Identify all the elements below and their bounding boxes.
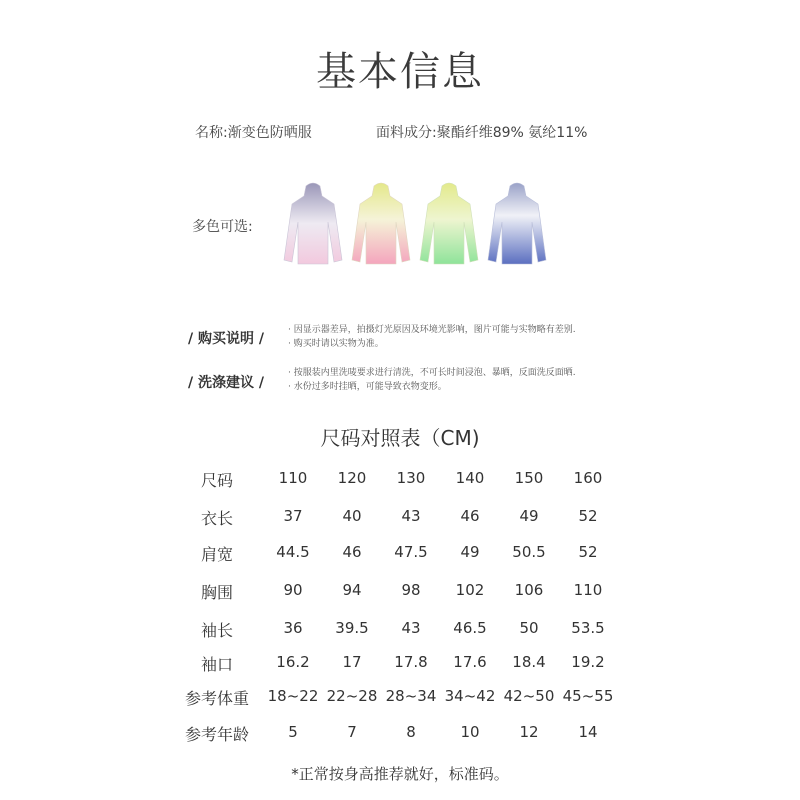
size-cell: 18~22 bbox=[267, 687, 319, 705]
product-name: 名称:渐变色防晒服 bbox=[195, 125, 312, 141]
size-cell: 43 bbox=[401, 507, 421, 525]
size-cell: 43 bbox=[401, 619, 421, 637]
size-cell: 44.5 bbox=[276, 543, 310, 561]
jacket-yellow-pink-icon bbox=[350, 182, 412, 266]
size-cell: 10 bbox=[460, 723, 480, 741]
size-cell: 12 bbox=[519, 723, 539, 741]
jacket-white-blue-icon bbox=[486, 182, 548, 266]
size-cell: 14 bbox=[578, 723, 598, 741]
size-cell: 53.5 bbox=[571, 619, 605, 637]
washing-advice-text bbox=[288, 366, 576, 394]
size-row-label: 肩宽 bbox=[200, 545, 233, 564]
size-cell: 17 bbox=[342, 653, 362, 671]
size-cell: 19.2 bbox=[571, 653, 605, 671]
colors-label: 多色可选: bbox=[192, 219, 253, 235]
size-cell: 52 bbox=[578, 543, 598, 561]
size-cell: 5 bbox=[288, 723, 298, 741]
size-cell: 18.4 bbox=[512, 653, 546, 671]
size-cell: 160 bbox=[573, 469, 603, 487]
size-row-label: 袖口 bbox=[200, 655, 233, 674]
size-cell: 50 bbox=[519, 619, 539, 637]
size-row-label: 尺码 bbox=[200, 471, 233, 490]
size-cell: 37 bbox=[283, 507, 303, 525]
purchase-notice-text bbox=[288, 323, 576, 351]
size-cell: 34~42 bbox=[444, 687, 496, 705]
size-cell: 110 bbox=[573, 581, 603, 599]
size-cell: 50.5 bbox=[512, 543, 546, 561]
size-table-title: 尺码对照表（CM) bbox=[320, 426, 480, 450]
size-cell: 45~55 bbox=[562, 687, 614, 705]
size-cell: 39.5 bbox=[335, 619, 369, 637]
size-row-label: 参考体重 bbox=[184, 689, 249, 708]
jacket-purple-pink-icon bbox=[282, 182, 344, 266]
size-cell: 90 bbox=[283, 581, 303, 599]
size-cell: 98 bbox=[401, 581, 421, 599]
size-row-label: 衣长 bbox=[200, 509, 233, 528]
washing-line-2: · 水份过多时挂晒，可能导致衣物变形。 bbox=[288, 382, 447, 392]
size-cell: 49 bbox=[460, 543, 480, 561]
purchase-notice-label: / 购买说明 / bbox=[188, 331, 264, 347]
washing-line-1: · 按服装内里洗唛要求进行清洗，不可长时间浸泡、暴晒，反面洗反面晒. bbox=[288, 368, 576, 378]
size-cell: 17.8 bbox=[394, 653, 428, 671]
size-cell: 150 bbox=[514, 469, 544, 487]
size-cell: 106 bbox=[514, 581, 544, 599]
size-cell: 46.5 bbox=[453, 619, 487, 637]
size-cell: 28~34 bbox=[385, 687, 437, 705]
size-row-label: 参考年龄 bbox=[184, 725, 249, 744]
purchase-line-2: · 购买时请以实物为准。 bbox=[288, 339, 384, 349]
size-cell: 52 bbox=[578, 507, 598, 525]
size-cell: 47.5 bbox=[394, 543, 428, 561]
size-cell: 102 bbox=[455, 581, 485, 599]
size-cell: 40 bbox=[342, 507, 362, 525]
jacket-yellow-green-icon bbox=[418, 182, 480, 266]
footnote: *正常按身高推荐就好，标准码。 bbox=[291, 765, 509, 783]
size-cell: 8 bbox=[406, 723, 416, 741]
fabric-composition: 面料成分:聚酯纤维89% 氨纶11% bbox=[376, 125, 588, 141]
size-row-label: 胸围 bbox=[200, 583, 233, 602]
washing-advice-label: / 洗涤建议 / bbox=[188, 375, 264, 391]
size-cell: 110 bbox=[278, 469, 308, 487]
size-cell: 49 bbox=[519, 507, 539, 525]
size-cell: 16.2 bbox=[276, 653, 310, 671]
size-cell: 7 bbox=[347, 723, 357, 741]
size-cell: 46 bbox=[460, 507, 480, 525]
size-cell: 17.6 bbox=[453, 653, 487, 671]
page-title: 基本信息 bbox=[316, 49, 484, 95]
size-row-label: 袖长 bbox=[200, 621, 233, 640]
size-cell: 22~28 bbox=[326, 687, 378, 705]
purchase-line-1: · 因显示器差异，拍摄灯光原因及环境光影响，图片可能与实物略有差别. bbox=[288, 325, 576, 335]
size-cell: 130 bbox=[396, 469, 426, 487]
size-cell: 36 bbox=[283, 619, 303, 637]
size-cell: 46 bbox=[342, 543, 362, 561]
color-options bbox=[282, 182, 552, 268]
size-cell: 42~50 bbox=[503, 687, 555, 705]
size-cell: 94 bbox=[342, 581, 362, 599]
size-cell: 140 bbox=[455, 469, 485, 487]
size-cell: 120 bbox=[337, 469, 367, 487]
